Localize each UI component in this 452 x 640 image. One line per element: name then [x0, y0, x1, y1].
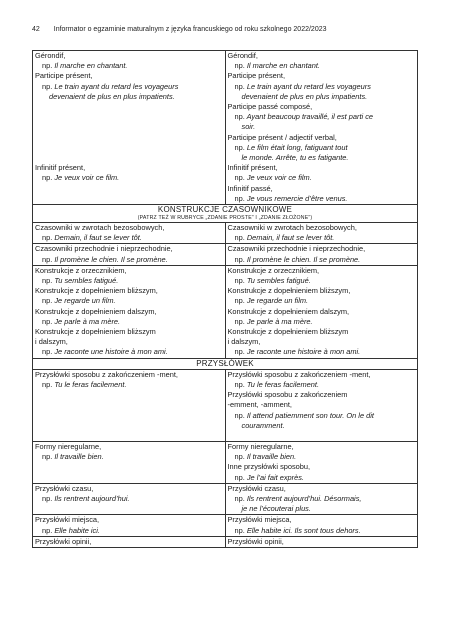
blank-line: [35, 400, 223, 410]
blank-line: [35, 462, 223, 472]
example-prefix: np.: [42, 61, 53, 71]
example-prefix: np.: [234, 472, 245, 482]
table-row: [33, 442, 418, 484]
example-line: [35, 61, 223, 71]
example-text: Tu le feras facilement.: [54, 379, 127, 389]
example-prefix: np.: [234, 347, 245, 357]
page-header: [32, 26, 327, 33]
blank-line: [35, 122, 223, 132]
basic-level-cell: [33, 536, 226, 547]
example-prefix: np.: [42, 233, 53, 243]
example-text: Demain, il faut se lever tôt.: [54, 233, 142, 243]
basic-level-cell: [33, 244, 226, 265]
grammar-item: Czasowniki przechodnie i nieprzechodnie,: [227, 244, 366, 254]
grammar-item: Gérondif,: [227, 51, 258, 60]
example-text: Le train ayant du retard les voyageurs: [246, 81, 371, 91]
grammar-table-body: [33, 51, 418, 548]
section-title: PRZYSŁÓWEK: [196, 358, 254, 368]
example-text: Il attend patiemment son tour. On le dit: [246, 410, 374, 420]
example-text: Il travaille bien.: [54, 452, 104, 462]
grammar-item: -emment, -amment,: [227, 400, 292, 410]
example-line: [35, 526, 223, 536]
extended-level-cell: [225, 369, 418, 441]
page-number: 42: [32, 26, 40, 33]
grammar-item: Czasowniki w zwrotach bezosobowych,: [35, 223, 165, 233]
grammar-item: Przysłówki opinii,: [35, 536, 92, 546]
grammar-item: Infinitif passé,: [227, 183, 273, 193]
example-line: [228, 494, 416, 504]
example-prefix: np.: [234, 379, 245, 389]
table-row: [33, 51, 418, 205]
blank-line: [35, 133, 223, 143]
example-prefix: np.: [234, 193, 245, 203]
example-line: [35, 347, 223, 357]
extended-level-cell: [225, 536, 418, 547]
grammar-item: Participe présent / adjectif verbal,: [227, 132, 337, 142]
grammar-item: Przysłówki czasu,: [227, 483, 286, 493]
blank-line: [35, 153, 223, 163]
example-line: [228, 173, 416, 183]
blank-line: [35, 421, 223, 431]
example-text: Je regarde un film.: [54, 296, 116, 306]
example-text: Il marche en chantant.: [246, 61, 320, 71]
grammar-item: Konstrukcje z dopełnieniem bliższym: [227, 327, 349, 337]
example-line: [35, 233, 223, 243]
example-text: Ayant beaucoup travaillé, il est parti ce: [246, 112, 374, 122]
example-prefix: np.: [234, 61, 245, 71]
example-text: Ils rentrent aujourd’hui. Désormais,: [246, 494, 362, 504]
example-text: Il marche en chantant.: [54, 61, 128, 71]
section-row: [33, 358, 418, 369]
example-continuation: le monde. Arrête, tu es fatigante.: [241, 153, 349, 163]
basic-level-cell: [33, 369, 226, 441]
example-prefix: np.: [42, 379, 53, 389]
example-text: Je regarde un film.: [246, 296, 309, 306]
example-prefix: np.: [42, 276, 53, 286]
grammar-item: Przysłówki miejsca,: [35, 515, 100, 525]
grammar-table: [32, 50, 418, 548]
example-line: [228, 347, 416, 357]
example-prefix: np.: [234, 233, 245, 243]
example-prefix: np.: [42, 525, 53, 535]
example-line: [228, 112, 416, 122]
example-text: Tu sembles fatigué.: [54, 276, 119, 286]
section-header: [33, 358, 418, 369]
example-text: Elle habite ici.: [54, 525, 100, 535]
example-text: Le train ayant du retard les voyageurs: [54, 81, 179, 91]
grammar-item: Czasowniki przechodnie i nieprzechodnie,: [35, 244, 173, 254]
blank-line: [35, 473, 223, 483]
grammar-item: i dalszym,: [35, 337, 68, 347]
table-row: [33, 223, 418, 244]
basic-level-cell: [33, 483, 226, 515]
example-line: [35, 452, 223, 462]
grammar-item: Infinitif présent,: [35, 163, 86, 173]
example-text: Il promène le chien. Il se promène.: [54, 254, 168, 264]
example-prefix: np.: [234, 142, 245, 152]
extended-level-cell: [225, 442, 418, 484]
example-prefix: np.: [234, 173, 245, 183]
blank-line: [35, 112, 223, 122]
section-header: [33, 205, 418, 223]
table-row: [33, 515, 418, 536]
example-continuation: couramment.: [241, 420, 285, 430]
grammar-item: Participe passé composé,: [227, 102, 313, 112]
example-continuation: soir.: [241, 122, 256, 132]
grammar-item: Konstrukcje z dopełnieniem dalszym,: [227, 306, 350, 316]
extended-level-cell: [225, 483, 418, 515]
example-text: Je veux voir ce film.: [54, 173, 120, 183]
example-line: [35, 173, 223, 183]
example-line: [35, 317, 223, 327]
example-prefix: np.: [234, 276, 245, 286]
example-prefix: np.: [234, 410, 245, 420]
grammar-item: Inne przysłówki sposobu,: [227, 462, 311, 472]
grammar-item: Konstrukcje z orzecznikiem,: [227, 265, 320, 275]
example-continuation: devenaient de plus en plus impatients.: [241, 91, 368, 101]
blank-line: [35, 143, 223, 153]
example-prefix: np.: [42, 81, 53, 91]
example-line: [228, 143, 416, 153]
grammar-item: Formy nieregularne,: [35, 442, 102, 452]
example-text: Je vous remercie d’être venus.: [246, 193, 348, 203]
example-text: Je parle à ma mère.: [246, 316, 313, 326]
basic-level-cell: [33, 442, 226, 484]
example-line: [35, 494, 223, 504]
example-prefix: np.: [234, 112, 245, 122]
example-line: [228, 317, 416, 327]
example-prefix: np.: [234, 296, 245, 306]
example-prefix: np.: [234, 316, 245, 326]
example-line: [228, 194, 416, 204]
example-prefix: np.: [234, 525, 245, 535]
example-continuation: devenaient de plus en plus impatients.: [49, 91, 175, 101]
example-text: Tu sembles fatigué.: [246, 276, 311, 286]
example-text: Je parle à ma mère.: [54, 316, 121, 326]
example-prefix: np.: [42, 452, 53, 462]
table-row: [33, 244, 418, 265]
example-line: [228, 276, 416, 286]
basic-level-cell: [33, 265, 226, 358]
example-line: [228, 526, 416, 536]
grammar-item: Przysłówki sposobu z zakończeniem: [227, 390, 348, 400]
grammar-item: Konstrukcje z dopełnieniem bliższym,: [35, 286, 158, 296]
example-prefix: np.: [42, 316, 53, 326]
blank-line: [35, 431, 223, 441]
example-prefix: np.: [42, 494, 53, 504]
example-text: Le film était long, fatiguant tout: [246, 142, 348, 152]
example-text: Il promène le chien. Il se promène.: [246, 254, 361, 264]
example-text: Ils rentrent aujourd’hui.: [54, 494, 130, 504]
example-line: [228, 296, 416, 306]
table-row: [33, 265, 418, 358]
example-prefix: np.: [234, 254, 245, 264]
example-prefix: np.: [42, 296, 53, 306]
extended-level-cell: [225, 223, 418, 244]
extended-level-cell: [225, 244, 418, 265]
example-text: Je raconte une histoire à mon ami.: [54, 347, 168, 357]
example-prefix: np.: [234, 452, 245, 462]
blank-line: [35, 410, 223, 420]
example-prefix: np.: [42, 254, 53, 264]
example-text: Elle habite ici. Ils sont tous dehors.: [246, 525, 361, 535]
example-text: Demain, il faut se lever tôt.: [246, 233, 335, 243]
example-line: [228, 411, 416, 421]
section-note: (PATRZ TEŻ W RUBRYCE „ZDANIE PROSTE” I „ZDANIE ZŁOŻONE”): [137, 215, 313, 222]
example-line: [228, 452, 416, 462]
extended-level-cell: [225, 515, 418, 536]
blank-line: [35, 390, 223, 400]
grammar-item: Konstrukcje z orzecznikiem,: [35, 265, 127, 275]
grammar-item: Participe présent,: [227, 71, 286, 81]
example-text: Je veux voir ce film.: [246, 173, 312, 183]
example-text: Tu le feras facilement.: [246, 379, 319, 389]
grammar-item: Konstrukcje z dopełnieniem bliższym: [35, 327, 156, 337]
example-prefix: np.: [42, 347, 53, 357]
example-line: [228, 380, 416, 390]
example-text: Je raconte une histoire à mon ami.: [246, 347, 361, 357]
example-line: [35, 296, 223, 306]
table-row: [33, 369, 418, 441]
blank-line: [35, 102, 223, 112]
grammar-item: Przysłówki miejsca,: [227, 515, 292, 525]
basic-level-cell: [33, 223, 226, 244]
grammar-item: Formy nieregularne,: [227, 442, 294, 452]
grammar-item: Infinitif présent,: [227, 163, 278, 173]
grammar-item: Przysłówki czasu,: [35, 483, 94, 493]
grammar-item: i dalszym,: [227, 337, 261, 347]
extended-level-cell: [225, 51, 418, 205]
grammar-item: Konstrukcje z dopełnieniem bliższym,: [227, 286, 351, 296]
example-text: Je l’ai fait exprès.: [246, 472, 304, 482]
grammar-item: Konstrukcje z dopełnieniem dalszym,: [35, 306, 157, 316]
table-row: [33, 483, 418, 515]
grammar-item: Gérondif,: [35, 51, 66, 60]
example-line: [228, 61, 416, 71]
blank-line: [35, 504, 223, 514]
example-line: [228, 255, 416, 265]
example-line: [35, 82, 223, 92]
example-line: [35, 255, 223, 265]
section-row: [33, 205, 418, 223]
grammar-item: Przysłówki sposobu z zakończeniem -ment,: [227, 369, 371, 379]
example-prefix: np.: [42, 173, 53, 183]
grammar-item: Przysłówki opinii,: [227, 536, 284, 546]
example-text: Il travaille bien.: [246, 452, 297, 462]
table-row: [33, 536, 418, 547]
grammar-item: Participe présent,: [35, 71, 93, 81]
example-line: [228, 233, 416, 243]
grammar-item: Czasowniki w zwrotach bezosobowych,: [227, 223, 357, 233]
basic-level-cell: [33, 515, 226, 536]
basic-level-cell: [33, 51, 226, 205]
example-line: [228, 473, 416, 483]
example-line: [228, 82, 416, 92]
section-title: KONSTRUKCJE CZASOWNIKOWE: [157, 205, 293, 215]
example-prefix: np.: [234, 81, 245, 91]
grammar-item: Przysłówki sposobu z zakończeniem -ment,: [35, 369, 178, 379]
example-continuation: je ne l’écouterai plus.: [241, 504, 311, 514]
document-title: Informator o egzaminie maturalnym z języka francuskiego od roku szkolnego 2022/2023: [53, 26, 327, 33]
extended-level-cell: [225, 265, 418, 358]
example-line: [35, 380, 223, 390]
example-line: [35, 276, 223, 286]
example-prefix: np.: [234, 494, 245, 504]
